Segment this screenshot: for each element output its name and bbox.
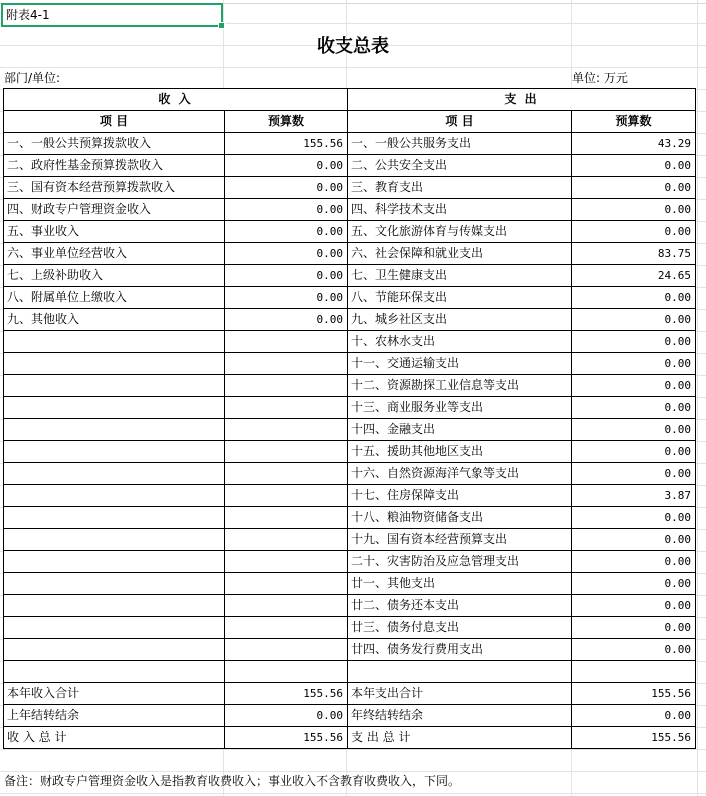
income-row-name[interactable]: 八、附属单位上缴收入	[3, 287, 224, 309]
expense-row-name[interactable]: 七、卫生健康支出	[347, 265, 571, 287]
expense-row-value[interactable]: 0.00	[571, 177, 696, 199]
page-title: 收支总表	[317, 36, 389, 57]
expense-row-value[interactable]: 0.00	[571, 463, 696, 485]
expense-row-name[interactable]: 一、一般公共服务支出	[347, 133, 571, 155]
expense-row-value[interactable]: 0.00	[571, 221, 696, 243]
expense-row-name[interactable]: 八、节能环保支出	[347, 287, 571, 309]
income-row-value-empty[interactable]	[224, 529, 347, 551]
expense-row-name[interactable]: 廿一、其他支出	[347, 573, 571, 595]
income-row-name-empty[interactable]	[3, 551, 224, 573]
income-row-value-empty[interactable]	[224, 551, 347, 573]
income-row-value-empty[interactable]	[224, 639, 347, 661]
income-row-value-empty[interactable]	[224, 419, 347, 441]
total-income-value[interactable]: 155.56	[224, 727, 347, 749]
income-row-value[interactable]: 0.00	[224, 177, 347, 199]
expense-row-name[interactable]: 十、农林水支出	[347, 331, 571, 353]
expense-row-name[interactable]: 九、城乡社区支出	[347, 309, 571, 331]
dept-label: 部门/单位:	[4, 71, 61, 85]
expense-row-value[interactable]: 0.00	[571, 529, 696, 551]
total-income-label[interactable]: 收 入 总 计	[3, 727, 224, 749]
expense-row-value-empty[interactable]	[571, 661, 696, 683]
expense-row-name[interactable]: 五、文化旅游体育与传媒支出	[347, 221, 571, 243]
total-income-label[interactable]: 本年收入合计	[3, 683, 224, 705]
income-row-name-empty[interactable]	[3, 375, 224, 397]
income-row-name[interactable]: 六、事业单位经营收入	[3, 243, 224, 265]
income-row-name[interactable]: 五、事业收入	[3, 221, 224, 243]
income-row-value[interactable]: 155.56	[224, 133, 347, 155]
expense-row-name[interactable]: 二十、灾害防治及应急管理支出	[347, 551, 571, 573]
expense-row-name[interactable]: 二、公共安全支出	[347, 155, 571, 177]
expense-row-value[interactable]: 0.00	[571, 309, 696, 331]
expense-row-name[interactable]: 十六、自然资源海洋气象等支出	[347, 463, 571, 485]
expense-row-name[interactable]: 十五、援助其他地区支出	[347, 441, 571, 463]
expense-row-name[interactable]: 廿三、债务付息支出	[347, 617, 571, 639]
expense-row-value[interactable]: 3.87	[571, 485, 696, 507]
total-expense-value[interactable]: 155.56	[571, 683, 696, 705]
expense-row-name[interactable]: 四、科学技术支出	[347, 199, 571, 221]
expense-row-value[interactable]: 0.00	[571, 507, 696, 529]
income-row-value-empty[interactable]	[224, 463, 347, 485]
total-expense-label[interactable]: 年终结转结余	[347, 705, 571, 727]
total-expense-value[interactable]: 155.56	[571, 727, 696, 749]
fill-handle[interactable]	[218, 22, 225, 29]
income-row-name-empty[interactable]	[3, 397, 224, 419]
income-row-name-empty[interactable]	[3, 353, 224, 375]
item-header-right[interactable]: 项 目	[347, 111, 571, 133]
income-row-name-empty[interactable]	[3, 617, 224, 639]
income-row-value[interactable]: 0.00	[224, 155, 347, 177]
total-expense-label[interactable]: 支 出 总 计	[347, 727, 571, 749]
income-row-name-empty[interactable]	[3, 485, 224, 507]
income-row-value[interactable]: 0.00	[224, 287, 347, 309]
income-row-value-empty[interactable]	[224, 331, 347, 353]
expense-row-value[interactable]: 43.29	[571, 133, 696, 155]
income-row-name[interactable]: 九、其他收入	[3, 309, 224, 331]
total-expense-label[interactable]: 本年支出合计	[347, 683, 571, 705]
budget-header-left[interactable]: 预算数	[224, 111, 347, 133]
unit-label: 单位: 万元	[572, 71, 628, 85]
income-row-name-empty[interactable]	[3, 507, 224, 529]
expense-row-name[interactable]: 三、教育支出	[347, 177, 571, 199]
expense-row-name[interactable]: 十二、资源勘探工业信息等支出	[347, 375, 571, 397]
income-row-value[interactable]: 0.00	[224, 243, 347, 265]
expense-row-name[interactable]: 十四、金融支出	[347, 419, 571, 441]
expense-row-value[interactable]: 0.00	[571, 287, 696, 309]
income-row-value-empty[interactable]	[224, 441, 347, 463]
total-income-value[interactable]: 0.00	[224, 705, 347, 727]
expense-row-name[interactable]: 廿二、债务还本支出	[347, 595, 571, 617]
income-row-name-empty[interactable]	[3, 331, 224, 353]
expense-row-name[interactable]: 廿四、债务发行费用支出	[347, 639, 571, 661]
expense-row-value[interactable]: 0.00	[571, 639, 696, 661]
income-row-value-empty[interactable]	[224, 617, 347, 639]
expense-row-value[interactable]: 0.00	[571, 331, 696, 353]
income-row-name-empty[interactable]	[3, 463, 224, 485]
income-row-value-empty[interactable]	[224, 573, 347, 595]
expense-row-value[interactable]: 83.75	[571, 243, 696, 265]
expense-header[interactable]: 支 出	[347, 88, 696, 111]
expense-row-value[interactable]: 0.00	[571, 397, 696, 419]
expense-row-value[interactable]: 0.00	[571, 595, 696, 617]
expense-row-value[interactable]: 24.65	[571, 265, 696, 287]
income-row-value-empty[interactable]	[224, 661, 347, 683]
income-row-value-empty[interactable]	[224, 507, 347, 529]
income-row-name[interactable]: 一、一般公共预算拨款收入	[3, 133, 224, 155]
expense-row-value[interactable]: 0.00	[571, 155, 696, 177]
income-row-name-empty[interactable]	[3, 573, 224, 595]
item-header-left[interactable]: 项 目	[3, 111, 224, 133]
expense-row-value[interactable]: 0.00	[571, 353, 696, 375]
selected-cell-a1[interactable]	[1, 3, 223, 27]
expense-row-name[interactable]: 十七、住房保障支出	[347, 485, 571, 507]
income-row-value[interactable]: 0.00	[224, 199, 347, 221]
expense-row-value[interactable]: 0.00	[571, 617, 696, 639]
income-row-name-empty[interactable]	[3, 639, 224, 661]
budget-header-right[interactable]: 预算数	[571, 111, 696, 133]
selected-cell-text: 附表4-1	[6, 8, 50, 22]
expense-row-name[interactable]: 十九、国有资本经营预算支出	[347, 529, 571, 551]
expense-row-value[interactable]: 0.00	[571, 573, 696, 595]
income-row-name[interactable]: 二、政府性基金预算拨款收入	[3, 155, 224, 177]
expense-row-name[interactable]: 十八、粮油物资储备支出	[347, 507, 571, 529]
expense-row-value[interactable]: 0.00	[571, 419, 696, 441]
expense-row-name[interactable]: 十三、商业服务业等支出	[347, 397, 571, 419]
income-row-name-empty[interactable]	[3, 595, 224, 617]
total-income-value[interactable]: 155.56	[224, 683, 347, 705]
income-header[interactable]: 收 入	[3, 88, 347, 111]
income-row-name-empty[interactable]	[3, 529, 224, 551]
income-row-value-empty[interactable]	[224, 353, 347, 375]
income-row-value[interactable]: 0.00	[224, 309, 347, 331]
income-row-value-empty[interactable]	[224, 485, 347, 507]
income-row-value-empty[interactable]	[224, 375, 347, 397]
income-row-name-empty[interactable]	[3, 419, 224, 441]
expense-row-name[interactable]: 十一、交通运输支出	[347, 353, 571, 375]
income-row-name-empty[interactable]	[3, 441, 224, 463]
income-row-name[interactable]: 七、上级补助收入	[3, 265, 224, 287]
footnote: 备注：财政专户管理资金收入是指教育收费收入；事业收入不含教育收费收入，下同。	[4, 774, 461, 788]
income-row-value[interactable]: 0.00	[224, 265, 347, 287]
expense-row-name-empty[interactable]	[347, 661, 571, 683]
income-row-name[interactable]: 三、国有资本经营预算拨款收入	[3, 177, 224, 199]
expense-row-value[interactable]: 0.00	[571, 375, 696, 397]
income-row-value-empty[interactable]	[224, 397, 347, 419]
income-row-name-empty[interactable]	[3, 661, 224, 683]
expense-row-value[interactable]: 0.00	[571, 551, 696, 573]
total-income-label[interactable]: 上年结转结余	[3, 705, 224, 727]
expense-row-value[interactable]: 0.00	[571, 199, 696, 221]
total-expense-value[interactable]: 0.00	[571, 705, 696, 727]
expense-row-name[interactable]: 六、社会保障和就业支出	[347, 243, 571, 265]
income-row-value[interactable]: 0.00	[224, 221, 347, 243]
expense-row-value[interactable]: 0.00	[571, 441, 696, 463]
income-row-name[interactable]: 四、财政专户管理资金收入	[3, 199, 224, 221]
income-row-value-empty[interactable]	[224, 595, 347, 617]
